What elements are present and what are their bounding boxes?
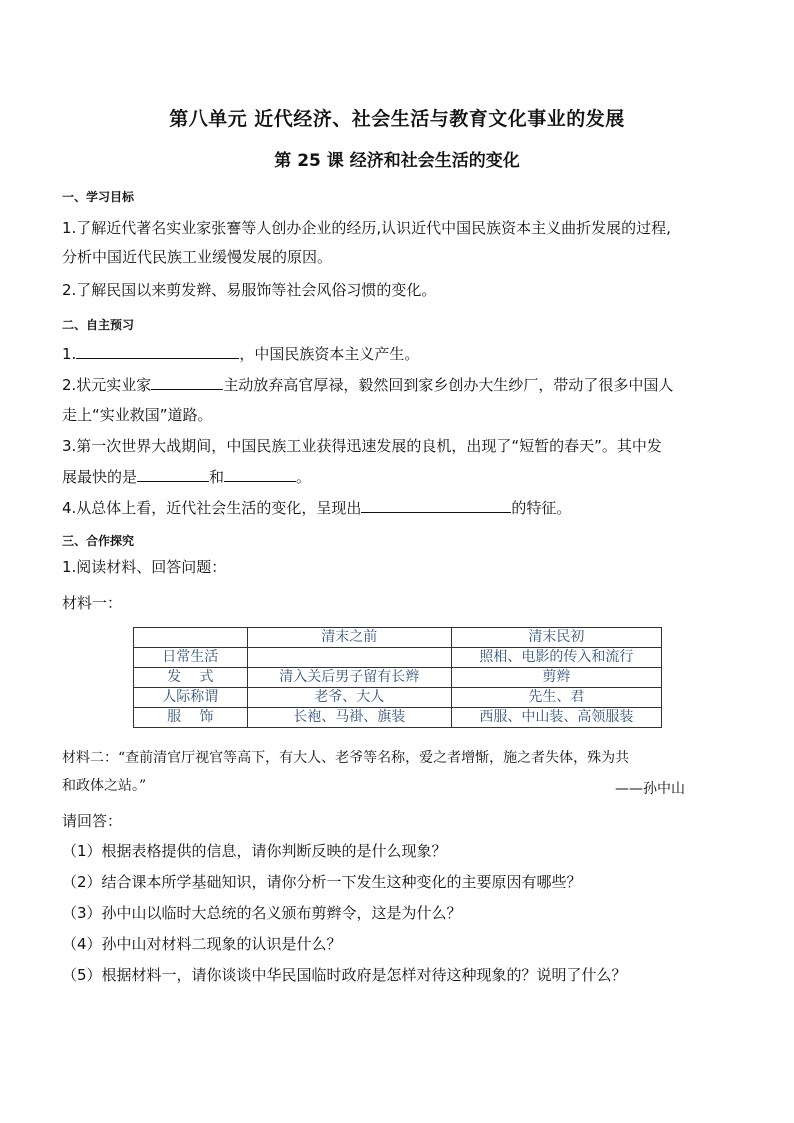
table-cell: 长袍、马褂、旗装 bbox=[247, 708, 451, 728]
table-cell: 服 饰 bbox=[134, 708, 248, 728]
answer-blank-3b[interactable] bbox=[224, 466, 296, 482]
table-cell: 剪辫 bbox=[451, 668, 661, 688]
section-heading-explore: 三、合作探究 bbox=[62, 534, 135, 548]
table-cell: 照相、电影的传入和流行 bbox=[451, 648, 661, 668]
preview-question-2 bbox=[62, 374, 673, 395]
q4-prefix: 4.从总体上看，近代社会生活的变化，呈现出 bbox=[62, 499, 362, 517]
question-item: （5）根据材料一，请你谈谈中华民国临时政府是怎样对待这种现象的？说明了什么？ bbox=[62, 966, 627, 984]
answer-blank-3a[interactable] bbox=[137, 466, 209, 482]
table-row bbox=[134, 648, 662, 668]
table-cell: 老爷、大人 bbox=[247, 688, 451, 708]
table-cell: 发 式 bbox=[134, 668, 248, 688]
material-2-line-2: 和政体之站。” bbox=[62, 778, 147, 794]
preview-question-4 bbox=[62, 497, 571, 518]
table-header-row bbox=[134, 628, 662, 648]
table-cell: 清末之前 bbox=[247, 628, 451, 648]
lesson-title: 第 25 课 经济和社会生活的变化 bbox=[274, 151, 520, 171]
goal-2: 2.了解民国以来剪发辫、易服饰等社会风俗习惯的变化。 bbox=[62, 281, 437, 299]
goal-1-line-2: 分析中国近代民族工业缓慢发展的原因。 bbox=[62, 248, 333, 266]
material-2-line-1: 材料二：“查前清官厅视官等高下，有大人、老爷等名称，爱之者增惭，施之者失体，殊为共 bbox=[62, 750, 630, 766]
answer-blank-4[interactable] bbox=[361, 497, 511, 513]
table-cell: 清末民初 bbox=[451, 628, 661, 648]
preview-question-2-line-2: 走上“实业救国”道路。 bbox=[62, 406, 213, 424]
q3-suffix: 。 bbox=[296, 468, 312, 486]
q1-suffix: ，中国民族资本主义产生。 bbox=[239, 345, 420, 363]
question-item: （1）根据表格提供的信息，请你判断反映的是什么现象？ bbox=[62, 842, 447, 860]
material-2-attribution: ——孙中山 bbox=[615, 781, 685, 797]
table-row bbox=[134, 688, 662, 708]
question-item: （2）结合课本所学基础知识，请你分析一下发生这种变化的主要原因有哪些？ bbox=[62, 873, 582, 891]
material-1-label: 材料一： bbox=[62, 594, 123, 612]
explore-intro: 1.阅读材料、回答问题： bbox=[62, 558, 227, 576]
section-heading-goals: 一、学习目标 bbox=[62, 190, 135, 204]
preview-question-3-line-1: 3.第一次世界大战期间，中国民族工业获得迅速发展的良机，出现了“短暂的春天”。其中发 bbox=[62, 437, 662, 455]
goal-1-line-1: 1.了解近代著名实业家张謇等人创办企业的经历,认识近代中国民族资本主义曲折发展的过程, bbox=[62, 219, 671, 237]
table-cell: 西服、中山装、高领服装 bbox=[451, 708, 661, 728]
answer-blank-2[interactable] bbox=[151, 374, 223, 390]
question-item: （3）孙中山以临时大总统的名义颁布剪辫令，这是为什么？ bbox=[62, 904, 462, 922]
question-item: （4）孙中山对材料二现象的认识是什么？ bbox=[62, 935, 342, 953]
table-row bbox=[134, 668, 662, 688]
preview-question-3-line-2 bbox=[62, 466, 311, 487]
preview-question-1 bbox=[62, 343, 419, 364]
q2-prefix: 2.状元实业家 bbox=[62, 376, 152, 394]
table-cell bbox=[134, 628, 248, 648]
q1-prefix: 1. bbox=[62, 345, 77, 363]
table-row bbox=[134, 708, 662, 728]
q4-suffix: 的特征。 bbox=[511, 499, 572, 517]
answer-blank-1[interactable] bbox=[76, 343, 239, 359]
table-cell: 先生、君 bbox=[451, 688, 661, 708]
table-cell: 日常生活 bbox=[134, 648, 248, 668]
table-cell: 人际称谓 bbox=[134, 688, 248, 708]
section-heading-preview: 二、自主预习 bbox=[62, 318, 135, 332]
unit-title: 第八单元 近代经济、社会生活与教育文化事业的发展 bbox=[169, 108, 625, 130]
q3-mid: 和 bbox=[209, 468, 225, 486]
answer-prompt: 请回答： bbox=[62, 812, 123, 830]
q2-suffix: 主动放弃高官厚禄，毅然回到家乡创办大生纱厂，带动了很多中国人 bbox=[223, 376, 674, 394]
material-1-table bbox=[133, 627, 662, 728]
table-cell: 清入关后男子留有长辫 bbox=[247, 668, 451, 688]
table-cell bbox=[247, 648, 451, 668]
q3-prefix: 展最快的是 bbox=[62, 468, 138, 486]
